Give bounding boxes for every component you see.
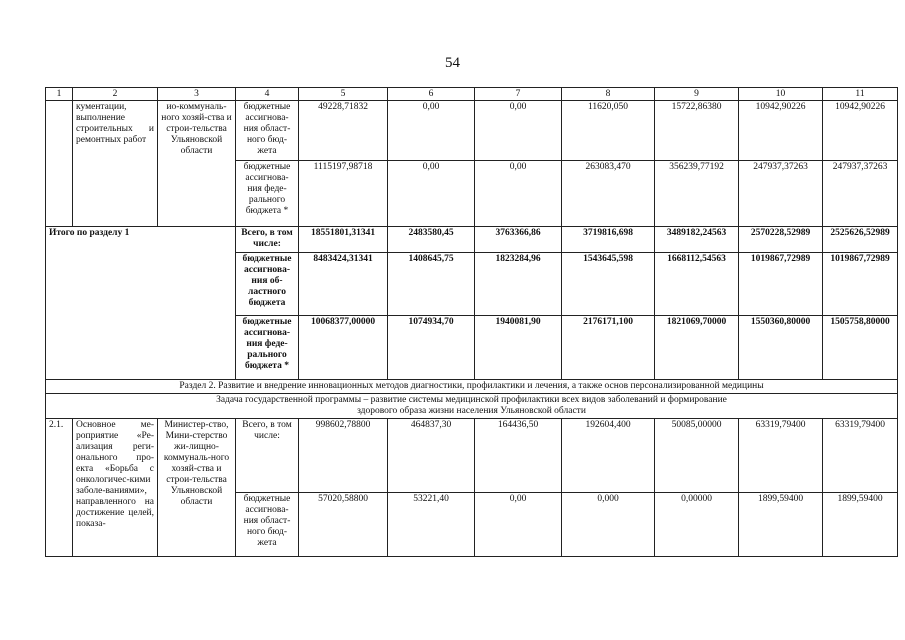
value-cell: 49228,71832 <box>299 101 388 161</box>
col-number-10: 10 <box>739 88 823 101</box>
value-cell: 1821069,70000 <box>655 316 739 380</box>
table-row <box>46 380 898 394</box>
col-number-6: 6 <box>388 88 475 101</box>
value-cell: 18551801,31341 <box>299 227 388 253</box>
value-cell: 8483424,31341 <box>299 253 388 316</box>
task-title: Задача государственной программы – развитие системы медицинской профилактики всех видов заболеваний и формирование здорового образа жизни населения Ульяновской области <box>46 394 898 419</box>
value-cell: 63319,79400 <box>739 419 823 493</box>
value-cell: 0,00 <box>475 101 562 161</box>
funding-source-cell: бюджетные ассигнова-ния феде-рального бюджета * <box>236 161 299 227</box>
value-cell: 998602,78800 <box>299 419 388 493</box>
table-row <box>46 419 898 493</box>
value-cell: 1668112,54563 <box>655 253 739 316</box>
value-cell: 63319,79400 <box>823 419 898 493</box>
executor-cell: Министер-ство, Мини-стерство жи-лищно-коммуналь-ного хозяй-ства и строи-тельства Ульяновской области <box>158 419 236 557</box>
value-cell: 11620,050 <box>562 101 655 161</box>
value-cell: 0,00 <box>475 161 562 227</box>
funding-source-cell: бюджетные ассигнова-ния област-ного бюд-жета <box>236 101 299 161</box>
value-cell: 1823284,96 <box>475 253 562 316</box>
value-cell: 356239,77192 <box>655 161 739 227</box>
funding-source-cell: Всего, в том числе: <box>236 227 299 253</box>
funding-source-cell: бюджетные ассигнова-ния област-ного бюд-жета <box>236 493 299 557</box>
funding-source-cell: Всего, в том числе: <box>236 419 299 493</box>
value-cell: 247937,37263 <box>739 161 823 227</box>
col-number-7: 7 <box>475 88 562 101</box>
value-cell: 10942,90226 <box>823 101 898 161</box>
col-number-8: 8 <box>562 88 655 101</box>
executor-cell: ио-коммуналь-ного хозяй-ства и строи-тельства Ульяновской области <box>158 101 236 227</box>
col-number-1: 1 <box>46 88 73 101</box>
value-cell: 15722,86380 <box>655 101 739 161</box>
value-cell: 2483580,45 <box>388 227 475 253</box>
value-cell: 2570228,52989 <box>739 227 823 253</box>
value-cell: 0,00 <box>388 101 475 161</box>
value-cell: 1505758,80000 <box>823 316 898 380</box>
value-cell: 3763366,86 <box>475 227 562 253</box>
event-name-cell: Основное ме-роприятие «Ре-ализация реги-онального про-екта «Борьба с онкологичес-кими заболе-ваниями», направленного на достижение целей, показа- <box>73 419 158 557</box>
value-cell: 0,00 <box>475 493 562 557</box>
event-name-cell: кументации, выполнение строительных и ремонтных работ <box>73 101 158 227</box>
row-number-cell: 2.1. <box>46 419 73 557</box>
value-cell: 1019867,72989 <box>823 253 898 316</box>
col-number-9: 9 <box>655 88 739 101</box>
value-cell: 1408645,75 <box>388 253 475 316</box>
col-number-2: 2 <box>73 88 158 101</box>
value-cell: 1074934,70 <box>388 316 475 380</box>
col-number-4: 4 <box>236 88 299 101</box>
col-number-5: 5 <box>299 88 388 101</box>
col-number-11: 11 <box>823 88 898 101</box>
value-cell: 1899,59400 <box>823 493 898 557</box>
value-cell: 10068377,00000 <box>299 316 388 380</box>
value-cell: 0,00 <box>388 161 475 227</box>
value-cell: 164436,50 <box>475 419 562 493</box>
page-number: 54 <box>445 55 460 71</box>
value-cell: 53221,40 <box>388 493 475 557</box>
value-cell: 1899,59400 <box>739 493 823 557</box>
value-cell: 10942,90226 <box>739 101 823 161</box>
table-row <box>46 394 898 419</box>
column-number-row <box>46 88 898 101</box>
value-cell: 3719816,698 <box>562 227 655 253</box>
funding-source-cell: бюджетные ассигнова-ния феде-рального бюджета * <box>236 316 299 380</box>
row-number-cell <box>46 101 73 227</box>
section-title: Раздел 2. Развитие и внедрение инновационных методов диагностики, профилактики и лечения, а также основ персонализированной медицины <box>46 380 898 394</box>
value-cell: 0,000 <box>562 493 655 557</box>
value-cell: 1543645,598 <box>562 253 655 316</box>
value-cell: 50085,00000 <box>655 419 739 493</box>
table-row <box>46 101 898 161</box>
value-cell: 1019867,72989 <box>739 253 823 316</box>
value-cell: 192604,400 <box>562 419 655 493</box>
col-number-3: 3 <box>158 88 236 101</box>
value-cell: 2525626,52989 <box>823 227 898 253</box>
budget-table <box>45 87 898 557</box>
value-cell: 3489182,24563 <box>655 227 739 253</box>
total-label-cell: Итого по разделу 1 <box>46 227 236 380</box>
value-cell: 247937,37263 <box>823 161 898 227</box>
value-cell: 1550360,80000 <box>739 316 823 380</box>
value-cell: 2176171,100 <box>562 316 655 380</box>
value-cell: 0,00000 <box>655 493 739 557</box>
value-cell: 263083,470 <box>562 161 655 227</box>
value-cell: 464837,30 <box>388 419 475 493</box>
value-cell: 57020,58800 <box>299 493 388 557</box>
table-row <box>46 227 898 253</box>
value-cell: 1115197,98718 <box>299 161 388 227</box>
value-cell: 1940081,90 <box>475 316 562 380</box>
funding-source-cell: бюджетные ассигнова-ния об-ластного бюджета <box>236 253 299 316</box>
